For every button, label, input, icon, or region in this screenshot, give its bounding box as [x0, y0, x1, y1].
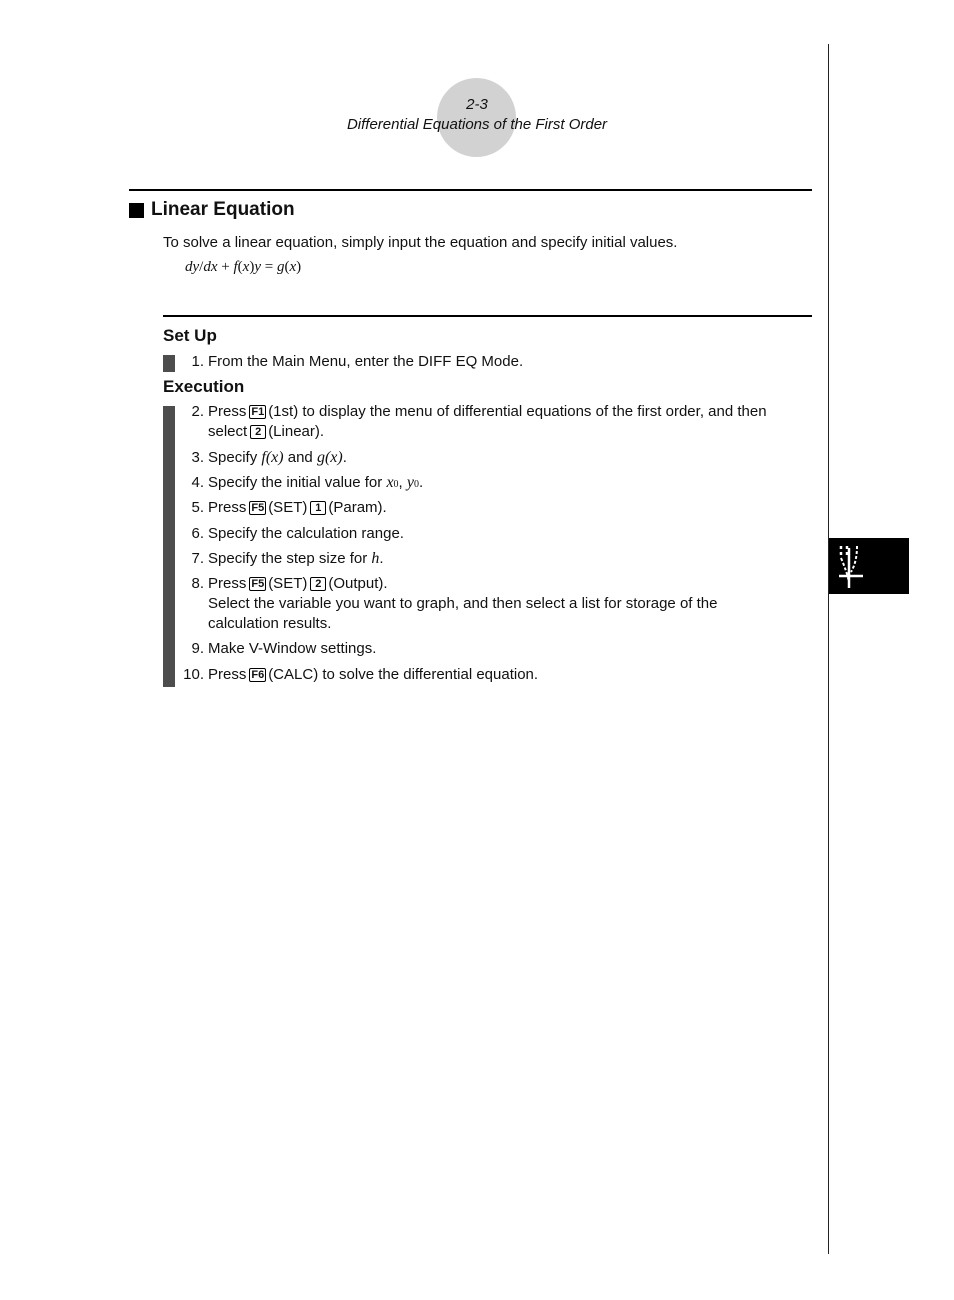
differential-equation-graph-icon [835, 542, 875, 590]
section-title: Linear Equation [151, 199, 295, 220]
step-text: Specify the initial value for x0, y0. [208, 474, 424, 491]
procedure-rule [163, 315, 812, 317]
step-number: 7. [191, 550, 204, 567]
key-2-icon: 2 [310, 577, 326, 591]
step-number: 8. [191, 575, 204, 592]
f1-key-icon: F1 [251, 406, 265, 418]
section-heading [129, 199, 295, 221]
step-number: 1. [191, 353, 204, 370]
step-text: Press F1 (1st) to display the menu of differential equations of the first order, and then select 2 (Linear). [208, 403, 767, 440]
step-number: 6. [191, 525, 204, 542]
f5-key-icon: F5 [251, 578, 265, 590]
step-number: 5. [191, 499, 204, 516]
page-number: 2-3 [466, 96, 488, 113]
chapter-title: Differential Equations of the First Order [346, 116, 608, 133]
step-text: Press F5 (SET) 2 (Output). Select the variable you want to graph, and then select a list for storage of the calculation results. [208, 575, 718, 632]
step-number: 3. [191, 449, 204, 466]
step-text: Press F6 (CALC) to solve the differential equation. [208, 666, 539, 683]
step-text: Specify f(x) and g(x). [208, 449, 347, 466]
step-text: From the Main Menu, enter the DIFF EQ Mode. [208, 353, 524, 370]
step-number: 2. [191, 403, 204, 420]
f5-key-icon: F5 [251, 502, 265, 514]
section-rule [129, 189, 812, 191]
step-number: 4. [191, 474, 204, 491]
step-text: Specify the step size for h. [208, 550, 384, 567]
chapter-tab [829, 538, 909, 594]
setup-heading: Set Up [163, 326, 217, 345]
key-1-icon: 1 [310, 501, 326, 515]
step-text: Specify the calculation range. [208, 525, 404, 542]
execution-heading: Execution [163, 377, 245, 396]
page-margin-rule [828, 44, 829, 1254]
f6-key-icon: F6 [251, 669, 265, 681]
equation-formula: dy/dx + f(x)y = g(x) [185, 259, 302, 275]
section-intro: To solve a linear equation, simply input the equation and specify initial values. [163, 234, 678, 251]
step-number: 9. [191, 640, 204, 657]
key-2-icon: 2 [250, 425, 266, 439]
step-text: Press F5 (SET) 1 (Param). [208, 499, 387, 516]
square-bullet-icon [129, 203, 144, 218]
step-text: Make V-Window settings. [208, 640, 377, 657]
step-number: 10. [183, 666, 204, 683]
